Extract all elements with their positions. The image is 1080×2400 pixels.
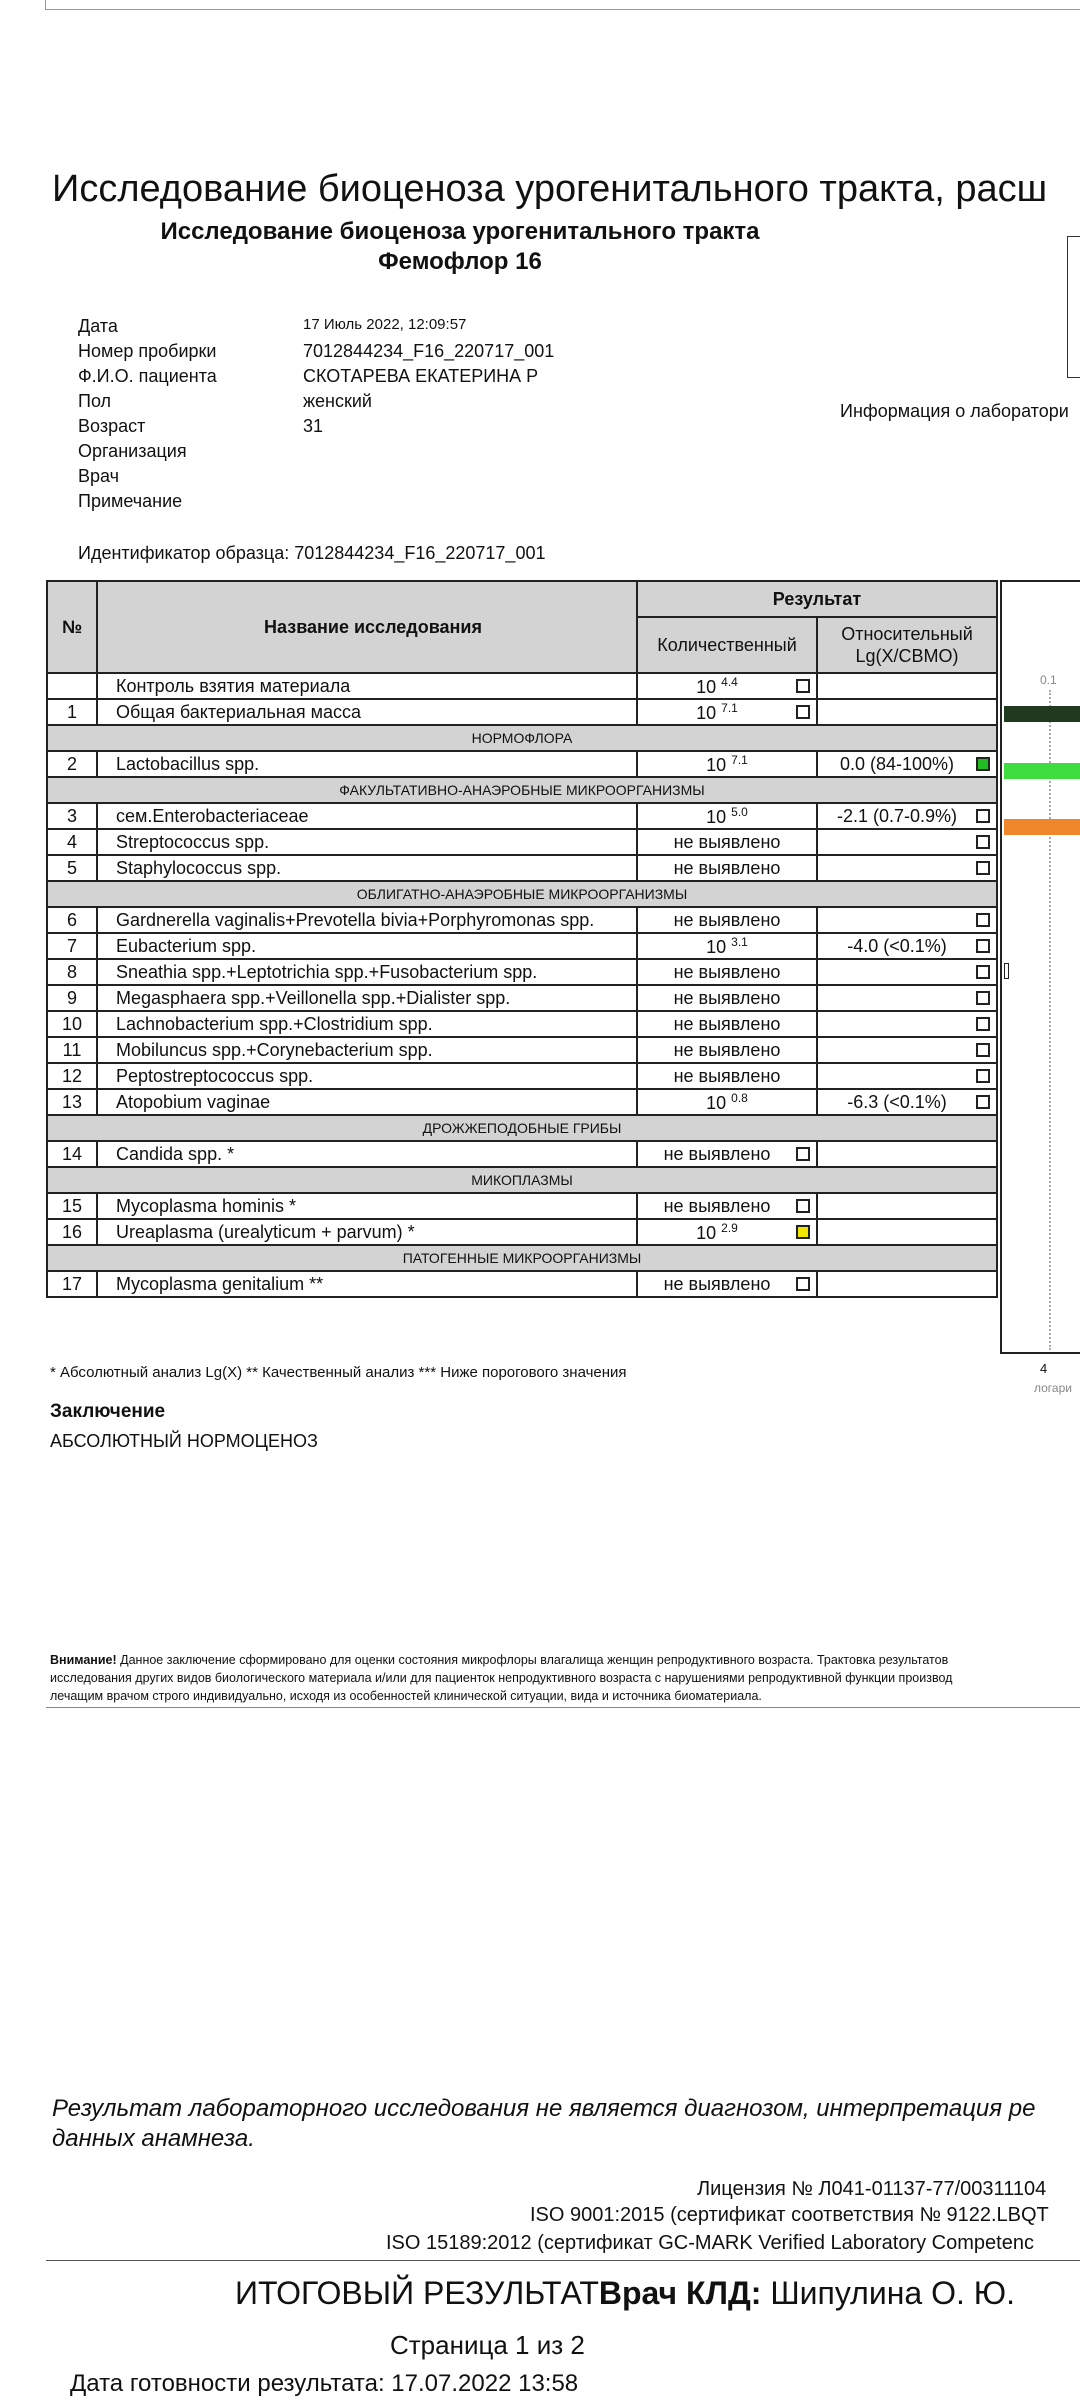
row-quantity <box>637 985 817 1011</box>
note-label: Примечание <box>78 491 183 511</box>
lab-info: Информация о лаборатори <box>840 401 1069 421</box>
section-row <box>47 725 997 751</box>
quantity-value: 10 <box>706 1092 727 1113</box>
warning-line1: Данное заключение сформировано для оценки состояния микрофлоры влагалища женщин репродуктивного возраста. Трактовка результатов <box>116 1653 949 1667</box>
relative-value: -2.1 (0.7-0.9%) <box>836 805 958 826</box>
row-test-name: Megasphaera spp.+Veillonella spp.+Dialister spp. <box>97 985 637 1011</box>
row-test-name: Gardnerella vaginalis+Prevotella bivia+Porphyromonas spp. <box>97 907 637 933</box>
quantity-value: 10 <box>706 936 727 957</box>
chart-bar-total <box>1004 706 1080 722</box>
page-title: Исследование биоценоза урогенитального тракта, расш <box>52 168 1048 210</box>
quantity-status-box <box>796 1277 810 1291</box>
quantity-value: 10 <box>706 806 727 827</box>
results-body <box>47 673 997 1297</box>
row-test-name: Atopobium vaginae <box>97 1089 637 1115</box>
row-relative <box>817 933 997 959</box>
warning-line3: лечащим врачом строго индивидуально, исходя из особенностей клинической ситуации, вида и источника биоматериала. <box>50 1689 762 1703</box>
license-line: Лицензия № Л041-01137-77/00311104 <box>697 2178 1047 2200</box>
chart-bar-lactobacillus <box>1004 763 1080 779</box>
row-quantity <box>637 1193 817 1219</box>
quantity-exponent: 4.4 <box>721 674 738 689</box>
table-row <box>47 1219 997 1245</box>
quantity-value: не выявлено <box>663 1143 771 1164</box>
table-row <box>47 959 997 985</box>
row-quantity <box>637 907 817 933</box>
relative-status-box <box>976 809 990 823</box>
section-row <box>47 881 997 907</box>
row-relative <box>817 673 997 699</box>
page-number: Страница 1 из 2 <box>390 2330 585 2360</box>
patient-value: СКОТАРЕВА ЕКАТЕРИНА Р <box>303 366 539 386</box>
row-relative <box>817 855 997 881</box>
quantity-status-box <box>796 1199 810 1213</box>
section-label: ПАТОГЕННЫЕ МИКРООРГАНИЗМЫ <box>47 1245 997 1271</box>
row-test-name: Peptostreptococcus spp. <box>97 1063 637 1089</box>
chart-tick-bottom: 4 <box>1040 1361 1048 1376</box>
tube-value: 7012844234_F16_220717_001 <box>303 341 555 361</box>
quantity-value: не выявлено <box>673 857 781 878</box>
quantity-exponent: 3.1 <box>731 934 748 949</box>
footnote: * Абсолютный анализ Lg(X) ** Качественный анализ *** Ниже порогового значения <box>50 1364 627 1381</box>
col-name-header: Название исследования <box>97 581 637 673</box>
iso9001-line: ISO 9001:2015 (сертификат соответствия № 9122.LBQT <box>530 2204 1049 2226</box>
table-row <box>47 751 997 777</box>
doctor-title: Врач КЛД: <box>598 2275 762 2311</box>
row-test-name: Candida spp. * <box>97 1141 637 1167</box>
row-test-name: Mobiluncus spp.+Corynebacterium spp. <box>97 1037 637 1063</box>
row-quantity <box>637 1089 817 1115</box>
quantity-exponent: 5.0 <box>731 804 748 819</box>
table-row <box>47 1011 997 1037</box>
row-number: 12 <box>47 1063 97 1089</box>
table-row <box>47 985 997 1011</box>
row-quantity <box>637 1063 817 1089</box>
chart-tick-top: 0.1 <box>1040 673 1057 687</box>
table-row <box>47 1193 997 1219</box>
row-quantity <box>637 855 817 881</box>
test-name: Фемофлор 16 <box>378 248 542 275</box>
final-result <box>235 2275 1015 2312</box>
row-number: 1 <box>47 699 97 725</box>
quantity-value: не выявлено <box>673 831 781 852</box>
row-relative <box>817 959 997 985</box>
relative-value: -4.0 (<0.1%) <box>847 935 947 956</box>
section-row <box>47 1167 997 1193</box>
quantity-status-box <box>796 1147 810 1161</box>
row-number <box>47 673 97 699</box>
row-relative <box>817 907 997 933</box>
quantity-value: не выявлено <box>673 961 781 982</box>
chart-frame <box>1000 580 1080 1354</box>
section-row <box>47 777 997 803</box>
row-relative <box>817 829 997 855</box>
results-table <box>46 580 998 1298</box>
quantity-value: не выявлено <box>673 1039 781 1060</box>
quantity-value: 10 <box>696 1222 717 1243</box>
row-quantity <box>637 1037 817 1063</box>
row-relative <box>817 751 997 777</box>
chart-gridline <box>1049 690 1051 1350</box>
relative-status-box <box>976 965 990 979</box>
sex-value: женский <box>303 391 372 411</box>
quantity-value: 10 <box>696 702 717 723</box>
chart-bar-eubacterium <box>1004 963 1009 979</box>
row-number: 14 <box>47 1141 97 1167</box>
row-number: 13 <box>47 1089 97 1115</box>
section-label: ОБЛИГАТНО-АНАЭРОБНЫЕ МИКРООРГАНИЗМЫ <box>47 881 997 907</box>
row-relative <box>817 1141 997 1167</box>
row-number: 17 <box>47 1271 97 1297</box>
age-label: Возраст <box>78 416 146 436</box>
disclaimer <box>52 2094 1035 2154</box>
quantity-value: 10 <box>706 754 727 775</box>
relative-value: -6.3 (<0.1%) <box>847 1091 947 1112</box>
row-quantity <box>637 959 817 985</box>
row-test-name: Streptococcus spp. <box>97 829 637 855</box>
table-row <box>47 933 997 959</box>
quantity-value: 10 <box>696 676 717 697</box>
quantity-value: не выявлено <box>673 1013 781 1034</box>
date-label: Дата <box>78 316 118 336</box>
row-quantity <box>637 1141 817 1167</box>
row-relative <box>817 1011 997 1037</box>
patient-label: Ф.И.О. пациента <box>78 366 217 386</box>
row-test-name: Общая бактериальная масса <box>97 699 637 725</box>
warning-bold: Внимание! <box>50 1653 117 1667</box>
relative-status-box <box>976 1069 990 1083</box>
row-quantity <box>637 673 817 699</box>
row-relative <box>817 985 997 1011</box>
disclaimer-line2: данных анамнеза. <box>52 2125 255 2152</box>
relative-status-box <box>976 835 990 849</box>
row-test-name: Lachnobacterium spp.+Clostridium spp. <box>97 1011 637 1037</box>
row-number: 11 <box>47 1037 97 1063</box>
top-border <box>45 0 1080 10</box>
section-row <box>47 1245 997 1271</box>
relative-status-box <box>976 939 990 953</box>
row-quantity <box>637 933 817 959</box>
row-number: 7 <box>47 933 97 959</box>
conclusion-label: Заключение <box>50 1401 166 1422</box>
row-relative <box>817 1063 997 1089</box>
row-number: 9 <box>47 985 97 1011</box>
row-number: 16 <box>47 1219 97 1245</box>
section-label: МИКОПЛАЗМЫ <box>47 1167 997 1193</box>
row-test-name: Sneathia spp.+Leptotrichia spp.+Fusobacterium spp. <box>97 959 637 985</box>
row-test-name: Контроль взятия материала <box>97 673 637 699</box>
table-row <box>47 699 997 725</box>
iso15189-line: ISO 15189:2012 (сертификат GC-MARK Verified Laboratory Competenc <box>386 2232 1034 2254</box>
quantity-value: не выявлено <box>673 1065 781 1086</box>
row-relative <box>817 803 997 829</box>
table-row <box>47 1271 997 1297</box>
row-test-name: Ureaplasma (urealyticum + parvum) * <box>97 1219 637 1245</box>
row-quantity <box>637 829 817 855</box>
row-test-name: Staphylococcus spp. <box>97 855 637 881</box>
quantity-value: не выявлено <box>673 909 781 930</box>
table-row <box>47 907 997 933</box>
warning-note <box>50 1651 1080 1705</box>
conclusion-value: АБСОЛЮТНЫЙ НОРМОЦЕНОЗ <box>50 1431 318 1451</box>
col-rel-header: Относительный Lg(X/СВМО) <box>817 617 997 673</box>
relative-status-box <box>976 757 990 771</box>
tube-label: Номер пробирки <box>78 341 217 361</box>
row-quantity <box>637 1011 817 1037</box>
quantity-exponent: 7.1 <box>721 700 738 715</box>
row-number: 8 <box>47 959 97 985</box>
report-subtitle: Исследование биоценоза урогенитального тракта <box>160 218 760 245</box>
date-value: 17 Июль 2022, 12:09:57 <box>303 316 467 333</box>
org-label: Организация <box>78 441 187 461</box>
row-quantity <box>637 1219 817 1245</box>
section-label: ДРОЖЖЕПОДОБНЫЕ ГРИБЫ <box>47 1115 997 1141</box>
row-number: 15 <box>47 1193 97 1219</box>
section-label: ФАКУЛЬТАТИВНО-АНАЭРОБНЫЕ МИКРООРГАНИЗМЫ <box>47 777 997 803</box>
row-test-name: Lactobacillus spp. <box>97 751 637 777</box>
age-value: 31 <box>303 416 324 436</box>
table-row <box>47 673 997 699</box>
sex-label: Пол <box>78 391 112 411</box>
section-label: НОРМОФЛОРА <box>47 725 997 751</box>
lab-info-box <box>1067 236 1080 378</box>
relative-status-box <box>976 991 990 1005</box>
sample-id: Идентификатор образца: 7012844234_F16_220717_001 <box>78 543 546 563</box>
section-row <box>47 1115 997 1141</box>
row-relative <box>817 1037 997 1063</box>
divider <box>46 1707 1080 1708</box>
row-relative <box>817 699 997 725</box>
relative-status-box <box>976 1095 990 1109</box>
relative-value: 0.0 (84-100%) <box>839 753 955 774</box>
relative-status-box <box>976 1017 990 1031</box>
quantity-value: не выявлено <box>663 1195 771 1216</box>
row-relative <box>817 1219 997 1245</box>
final-result-label: ИТОГОВЫЙ РЕЗУЛЬТАТ <box>235 2275 599 2311</box>
table-row <box>47 1141 997 1167</box>
row-relative <box>817 1193 997 1219</box>
relative-status-box <box>976 861 990 875</box>
warning-line2: исследования других видов биологического материала и/или для пациенток непродуктивного возраста с нарушениями репродуктивной функции производ <box>50 1671 953 1685</box>
doctor-name: Шипулина О. Ю. <box>761 2275 1015 2311</box>
col-qty-header: Количественный <box>637 617 817 673</box>
row-test-name: Mycoplasma hominis * <box>97 1193 637 1219</box>
relative-status-box <box>976 913 990 927</box>
row-number: 3 <box>47 803 97 829</box>
doctor-label: Врач <box>78 466 120 486</box>
table-row <box>47 1063 997 1089</box>
row-quantity <box>637 803 817 829</box>
row-quantity <box>637 1271 817 1297</box>
table-row <box>47 803 997 829</box>
quantity-status-box <box>796 679 810 693</box>
divider-bottom <box>46 2260 1080 2261</box>
row-quantity <box>637 751 817 777</box>
ready-date: Дата готовности результата: 17.07.2022 13:58 <box>70 2370 579 2397</box>
quantity-value: не выявлено <box>663 1273 771 1294</box>
col-result-header: Результат <box>637 581 997 617</box>
col-num-header: № <box>47 581 97 673</box>
row-relative <box>817 1089 997 1115</box>
quantity-status-box <box>796 705 810 719</box>
row-test-name: Mycoplasma genitalium ** <box>97 1271 637 1297</box>
row-test-name: Eubacterium spp. <box>97 933 637 959</box>
table-row <box>47 1089 997 1115</box>
disclaimer-line1: Результат лабораторного исследования не является диагнозом, интерпретация ре <box>52 2095 1036 2122</box>
table-row <box>47 829 997 855</box>
row-number: 4 <box>47 829 97 855</box>
row-number: 6 <box>47 907 97 933</box>
row-quantity <box>637 699 817 725</box>
table-row <box>47 855 997 881</box>
quantity-exponent: 0.8 <box>731 1090 748 1105</box>
row-number: 2 <box>47 751 97 777</box>
quantity-exponent: 7.1 <box>731 752 748 767</box>
chart-bar-enterobacteriaceae <box>1004 819 1080 835</box>
table-row <box>47 1037 997 1063</box>
row-number: 10 <box>47 1011 97 1037</box>
row-number: 5 <box>47 855 97 881</box>
row-test-name: сем.Enterobacteriaceae <box>97 803 637 829</box>
relative-status-box <box>976 1043 990 1057</box>
quantity-status-box <box>796 1225 810 1239</box>
quantity-value: не выявлено <box>673 987 781 1008</box>
quantity-exponent: 2.9 <box>721 1220 738 1235</box>
chart-axis-label: логари <box>1034 1381 1072 1395</box>
row-relative <box>817 1271 997 1297</box>
